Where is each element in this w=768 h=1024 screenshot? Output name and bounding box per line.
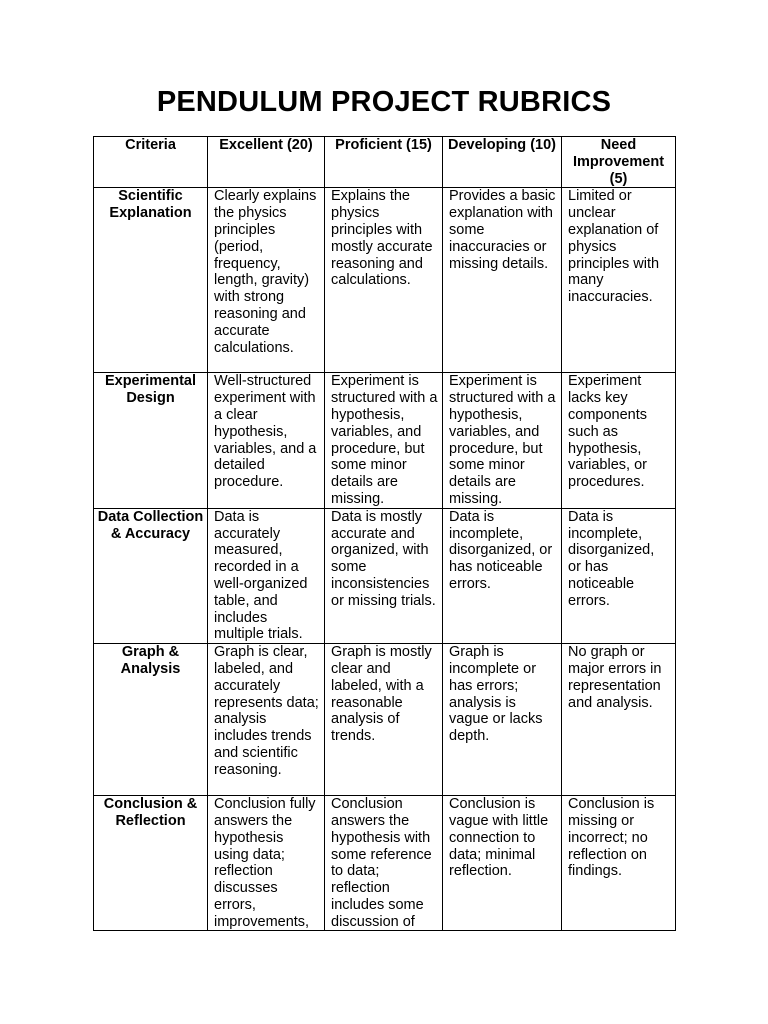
criteria-cell: Conclusion & Reflection — [94, 796, 208, 931]
column-header-criteria: Criteria — [94, 137, 208, 188]
developing-cell: Experiment is structured with a hypothesis, variables, and procedure, but some minor details are missing. — [443, 373, 562, 508]
excellent-cell — [208, 796, 325, 931]
rubric-table — [93, 136, 676, 931]
table-row — [94, 508, 676, 643]
need-improvement-cell: Experiment lacks key components such as hypothesis, variables, or procedures. — [562, 373, 676, 508]
proficient-cell: Data is mostly accurate and organized, with some inconsistencies or missing trials. — [325, 508, 443, 643]
proficient-cell — [325, 796, 443, 931]
excellent-cell: Well-structured experiment with a clear hypothesis, variables, and a detailed procedure. — [208, 373, 325, 508]
excellent-cell: Clearly explains the physics principles (period, frequency, length, gravity) with strong reasoning and accurate calculations. — [208, 188, 325, 373]
developing-cell — [443, 796, 562, 931]
developing-cell: Graph is incomplete or has errors; analysis is vague or lacks depth. — [443, 644, 562, 796]
developing-cell: Provides a basic explanation with some inaccuracies or missing details. — [443, 188, 562, 373]
column-header-excellent: Excellent (20) — [208, 137, 325, 188]
criteria-cell: Graph & Analysis — [94, 644, 208, 796]
column-header-developing: Developing (10) — [443, 137, 562, 188]
page-title: PENDULUM PROJECT RUBRICS — [156, 86, 612, 118]
need-improvement-cell: Limited or unclear explanation of physics principles with many inaccuracies. — [562, 188, 676, 373]
proficient-cell: Explains the physics principles with mostly accurate reasoning and calculations. — [325, 188, 443, 373]
table-row — [94, 796, 676, 931]
need-improvement-cell: No graph or major errors in representation and analysis. — [562, 644, 676, 796]
cell-text: Conclusion fully answers the hypothesis using data; reflection discusses errors, improvements, — [214, 796, 316, 930]
criteria-cell: Experimental Design — [94, 373, 208, 508]
excellent-cell: Data is accurately measured, recorded in a well-organized table, and includes multiple trials. — [208, 508, 325, 643]
table-row — [94, 373, 676, 508]
proficient-cell: Graph is mostly clear and labeled, with a reasonable analysis of trends. — [325, 644, 443, 796]
column-header-proficient: Proficient (15) — [325, 137, 443, 188]
column-header-need-improvement: Need Improvement (5) — [562, 137, 676, 188]
criteria-cell: Data Collection & Accuracy — [94, 508, 208, 643]
need-improvement-cell: Data is incomplete, disorganized, or has noticeable errors. — [562, 508, 676, 643]
table-header-row — [94, 137, 676, 188]
proficient-cell: Experiment is structured with a hypothesis, variables, and procedure, but some minor details are missing. — [325, 373, 443, 508]
criteria-cell: Scientific Explanation — [94, 188, 208, 373]
cell-text: Conclusion is missing or incorrect; no reflection on findings. — [568, 796, 655, 880]
cell-text: Conclusion answers the hypothesis with some reference to data; reflection includes some discussion of — [331, 796, 432, 930]
need-improvement-cell — [562, 796, 676, 931]
table-row — [94, 188, 676, 373]
table-row — [94, 644, 676, 796]
cell-text: Conclusion is vague with little connection to data; minimal reflection. — [449, 796, 549, 880]
excellent-cell: Graph is clear, labeled, and accurately represents data; analysis includes trends and scientific reasoning. — [208, 644, 325, 796]
developing-cell: Data is incomplete, disorganized, or has noticeable errors. — [443, 508, 562, 643]
